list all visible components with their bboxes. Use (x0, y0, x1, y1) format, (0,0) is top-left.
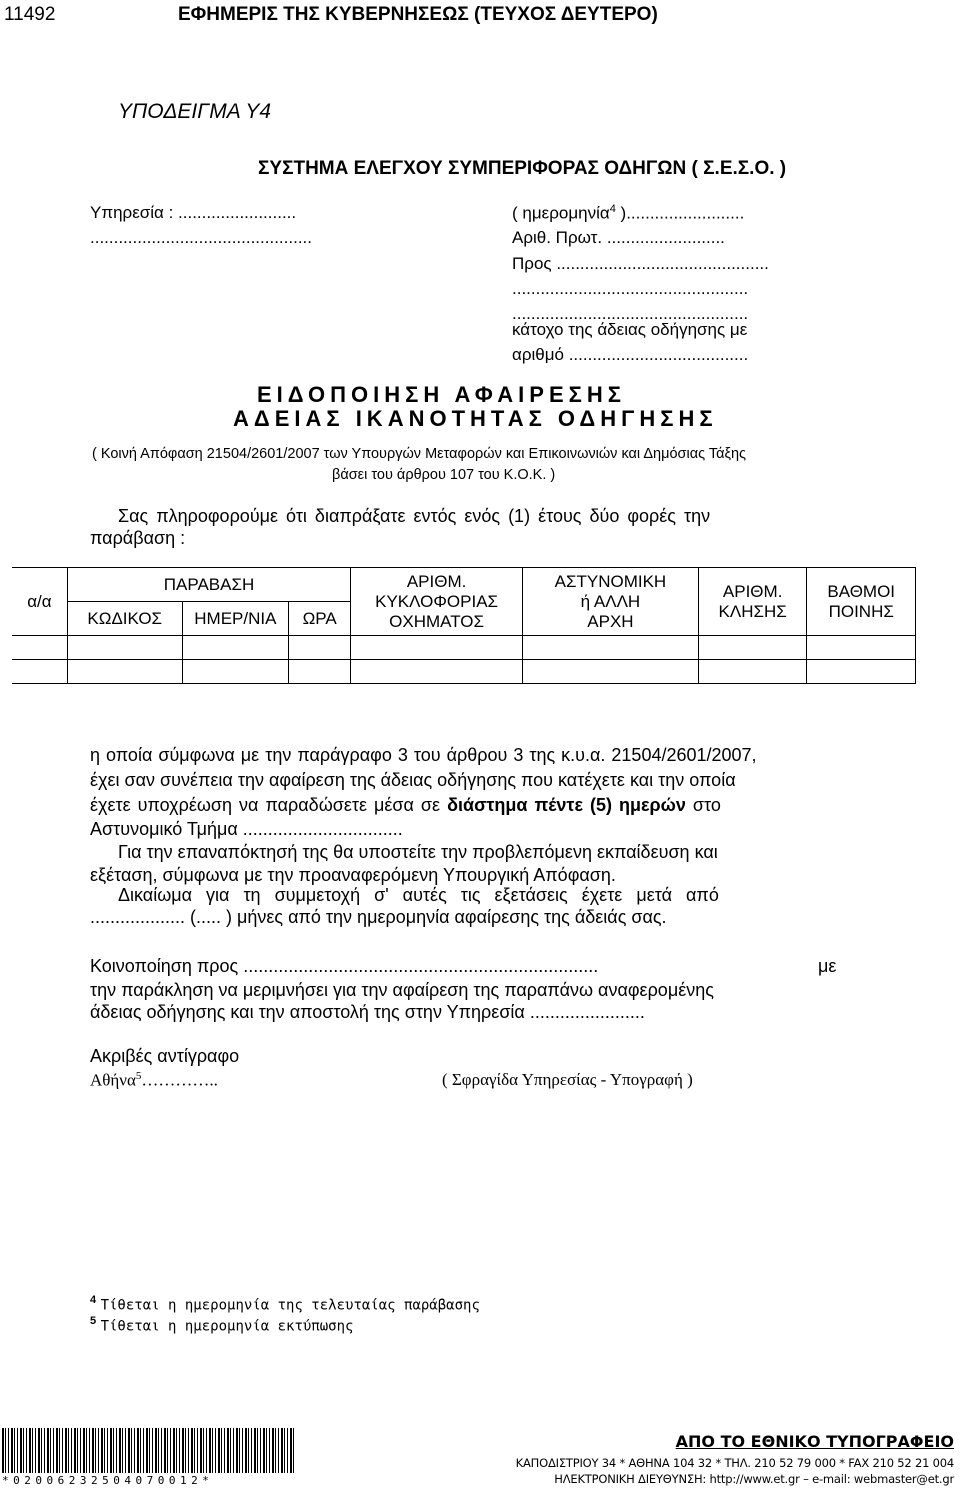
col-ticket-number (698, 568, 807, 636)
legal-basis-line2: βάσει του άρθρου 107 του Κ.Ο.Κ. ) (332, 467, 556, 483)
col-authority (522, 568, 698, 636)
body-p1-l2: έχει σαν συνέπεια την αφαίρεση της άδειας οδήγησης που κατέχετε και την οποία (90, 770, 736, 790)
col-time: ΩΡΑ (289, 602, 351, 636)
deadline-emphasis: διάστημα πέντε (5) ημερών (447, 795, 686, 815)
col-penalty-line2: ΠΟΙΝΗΣ (828, 601, 894, 621)
cc-label: Κοινοποίηση προς ....................................................................... (90, 956, 599, 976)
body-p3-l1: Δικαίωμα για τη συμμετοχή σ' αυτές τις εξετάσεις έχετε μετά από (118, 885, 719, 905)
violations-table (12, 567, 916, 684)
page-number: 11492 (4, 4, 56, 25)
col-vehicle-number (351, 568, 523, 636)
footnote-4-number: 4 (90, 1294, 97, 1306)
barcode-digits: *02006232504070012* (2, 1474, 214, 1487)
cc-line2: την παράκληση να μεριμνήσει για την αφαίρεση της παραπάνω αναφερομένης (90, 980, 714, 1000)
body-p1-l4: Αστυνομικό Τμήμα ................................ (90, 819, 403, 839)
table-row (12, 660, 916, 684)
notice-title-line1: ΕΙΔΟΠΟΙΗΣΗ ΑΦΑΙΡΕΣΗΣ (257, 382, 626, 407)
col-code: ΚΩΔΙΚΟΣ (67, 602, 182, 636)
inform-line1: Σας πληροφορούμε ότι διαπράξατε εντός ενός (1) έτους δύο φορές την (118, 506, 711, 526)
col-vehicle-line2: ΚΥΚΛΟΦΟΡΙΑΣ (375, 591, 499, 611)
table-row (12, 636, 916, 660)
cc-line1-end: με (818, 956, 837, 976)
city-label: Αθήνα (90, 1070, 136, 1090)
footnote-5-text: Τίθεται η ημερομηνία εκτύπωσης (100, 1318, 354, 1335)
barcode (2, 1428, 295, 1473)
cc-line3: άδειας οδήγησης και την αποστολή της στην Υπηρεσία ....................... (90, 1002, 645, 1022)
footnote-ref-4: 4 (609, 203, 616, 215)
body-p1-l3 (90, 795, 721, 816)
body-p1-l3-end: στο (692, 795, 721, 815)
footnote-ref-5: 5 (135, 1070, 142, 1082)
system-title: ΣΥΣΤΗΜΑ ΕΛΕΓΧΟΥ ΣΥΜΠΕΡΙΦΟΡΑΣ ΟΔΗΓΩΝ ( Σ.Ε.Σ.Ο. ) (258, 158, 787, 179)
col-authority-line3: ΑΡΧΗ (587, 611, 634, 631)
body-p1-l3-text: έχετε υποχρέωση να παραδώσετε μέσα σε (90, 795, 441, 815)
notice-title-line2: ΑΔΕΙΑΣ ΙΚΑΝΟΤΗΤΑΣ ΟΔΗΓΗΣΗΣ (233, 406, 718, 431)
gazette-title: ΕΦΗΜΕΡΙΣ ΤΗΣ ΚΥΒΕΡΝΗΣΕΩΣ (ΤΕΥΧΟΣ ΔΕΥΤΕΡΟ) (178, 4, 658, 25)
publisher-address: ΚΑΠΟΔΙΣΤΡΙΟΥ 34 * ΑΘΗΝΑ 104 32 * ΤΗΛ. 210 52 79 000 * FAX 210 52 21 004 (515, 1456, 954, 1470)
license-holder-text: κάτοχο της άδειας οδήγησης με (512, 320, 748, 339)
col-authority-line2: ή ΑΛΛΗ (580, 591, 641, 611)
footnote-5-number: 5 (90, 1315, 97, 1327)
col-vehicle-line3: ΟΧΗΜΑΤΟΣ (389, 611, 485, 631)
footnote-4 (90, 1294, 480, 1314)
footnote-5 (90, 1315, 353, 1335)
col-vehicle-line1: ΑΡΙΘΜ. (406, 571, 467, 591)
col-authority-line1: ΑΣΤΥΝΟΜΙΚΗ (554, 571, 667, 591)
inform-line2: παράβαση : (90, 528, 186, 548)
col-date: ΗΜΕΡ/ΝΙΑ (182, 602, 288, 636)
col-penalty-line1: ΒΑΘΜΟΙ (827, 581, 896, 601)
license-number-field: αριθμό ...................................... (512, 345, 749, 364)
service-dots: ............................................... (90, 228, 312, 247)
date-dots: )......................... (615, 203, 745, 223)
publisher-web: ΗΛΕΚΤΡΟΝΙΚΗ ΔΙΕΥΘΥΝΣΗ: http://www.et.gr – e-mail: webmaster@et.gr (554, 1472, 954, 1486)
col-ticket-line1: ΑΡΙΘΜ. (722, 581, 783, 601)
body-p2-l1: Για την επαναπόκτησή της θα υποστείτε την προβλεπόμενη εκπαίδευση και (118, 842, 718, 862)
col-ticket-line2: ΚΛΗΣΗΣ (718, 601, 787, 621)
true-copy-label: Ακριβές αντίγραφο (90, 1046, 240, 1066)
col-penalty-points (807, 568, 916, 636)
recipient-dots-2: .................................................. (512, 304, 749, 323)
recipient-dots-1: .................................................. (512, 279, 749, 298)
body-p1-l1: η οποία σύμφωνα με την παράγραφο 3 του άρθρου 3 της κ.υ.α. 21504/2601/2007, (90, 745, 757, 765)
date-field (512, 203, 744, 224)
body-p3-l2: ................... (..... ) μήνες από την ημερομηνία αφαίρεσης της άδειάς σας. (90, 907, 667, 927)
stamp-signature-label: ( Σφραγίδα Υπηρεσίας - Υπογραφή ) (442, 1070, 693, 1089)
cc-line1 (90, 956, 598, 977)
recipient-field: Προς ............................................. (512, 254, 769, 273)
city-date-field (90, 1070, 218, 1091)
footnote-4-text: Τίθεται η ημερομηνία της τελευταίας παράβασης (100, 1297, 480, 1314)
date-label: ( ημερομηνία (512, 203, 610, 223)
legal-basis-line1: ( Κοινή Απόφαση 21504/2601/2007 των Υπουργών Μεταφορών και Επικοινωνιών και Δημόσιας Τάξης (92, 446, 747, 462)
col-violation: ΠΑΡΑΒΑΣΗ (67, 568, 350, 602)
city-dots: ………….. (141, 1070, 218, 1090)
service-field: Υπηρεσία : ......................... (90, 203, 297, 222)
model-label: ΥΠΟΔΕΙΓΜΑ Υ4 (118, 100, 272, 123)
body-p2-l2: εξέταση, σύμφωνα με την προαναφερόμενη Υπουργική Απόφαση. (90, 865, 616, 885)
publisher-name: ΑΠΟ ΤΟ ΕΘΝΙΚΟ ΤΥΠΟΓΡΑΦΕΙΟ (675, 1432, 954, 1451)
col-aa: α/α (12, 568, 67, 636)
protocol-field: Αριθ. Πρωτ. ......................... (512, 228, 725, 247)
